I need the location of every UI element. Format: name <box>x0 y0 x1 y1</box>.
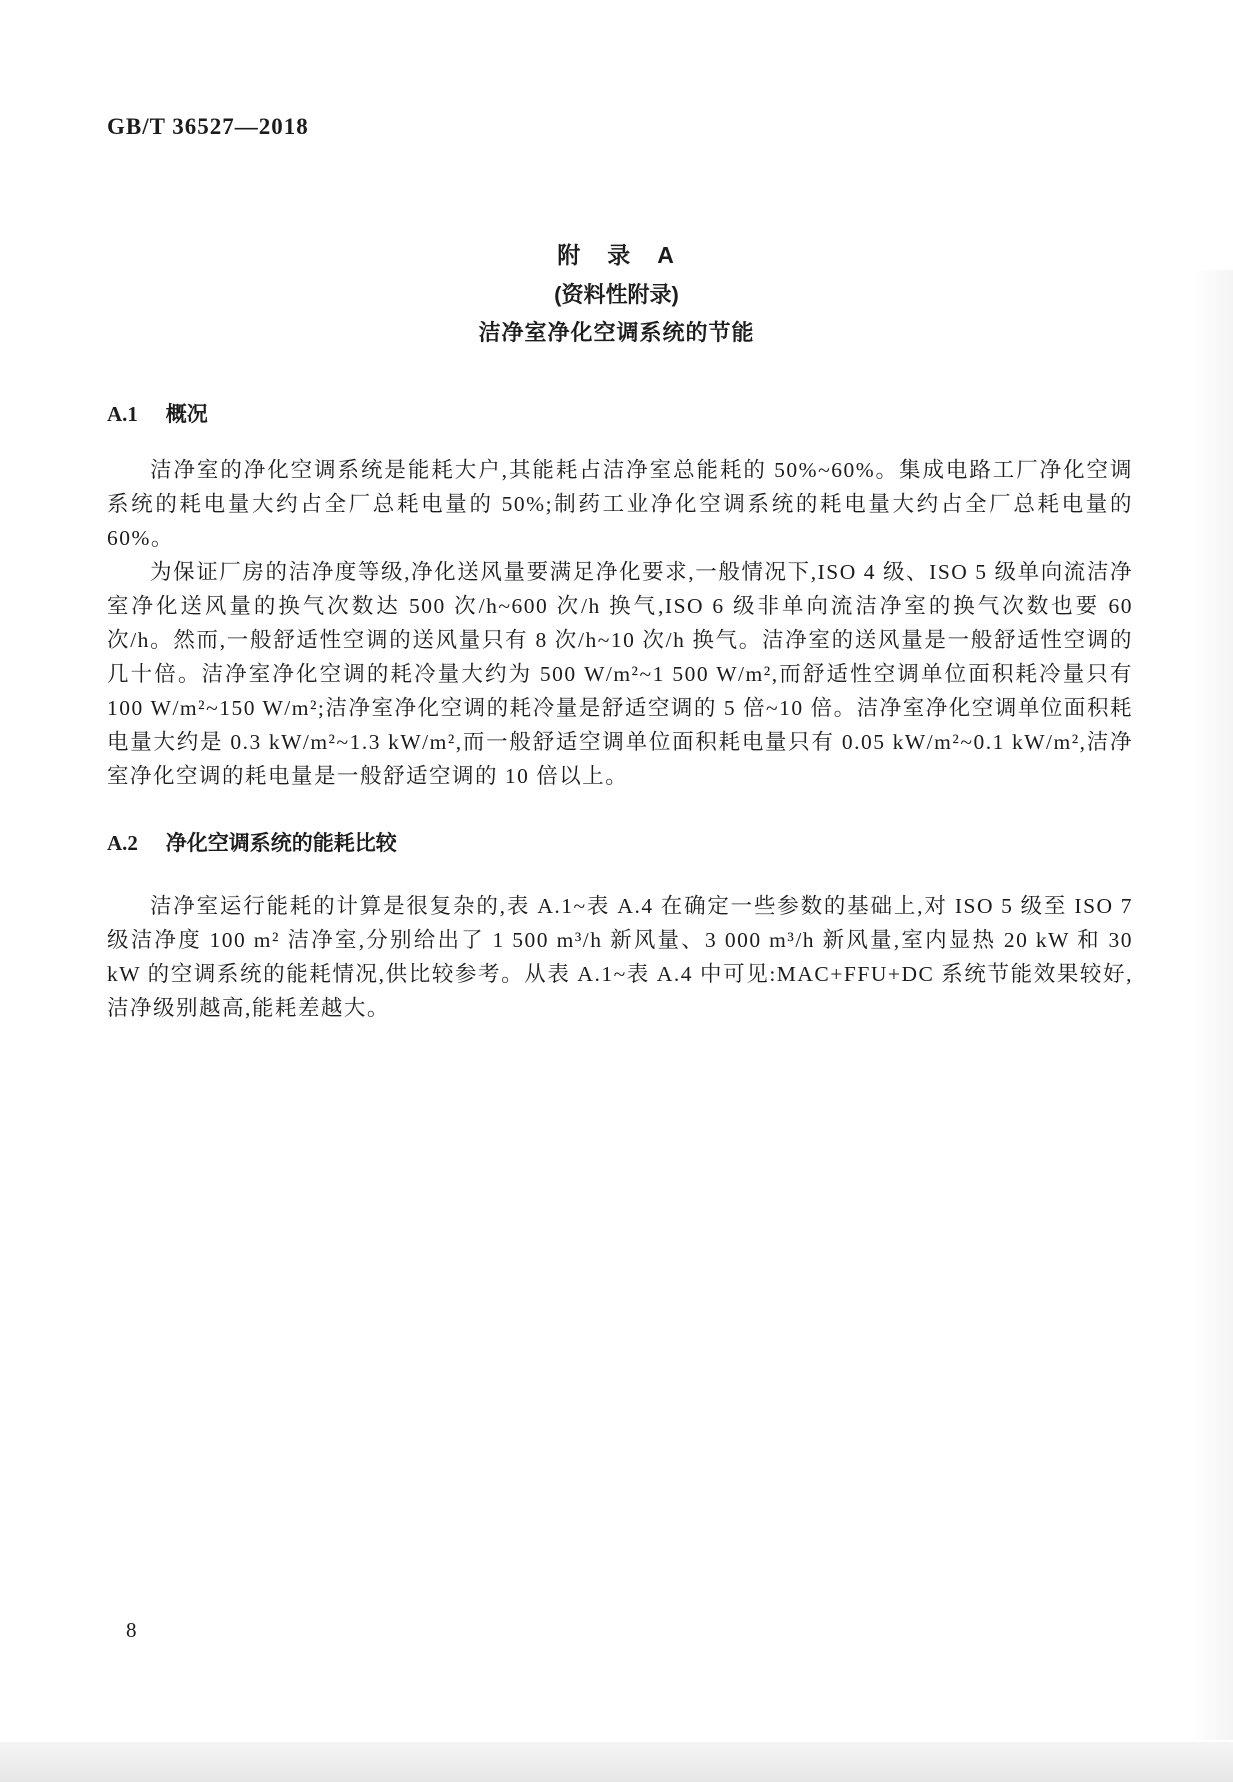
standard-number: GB/T 36527—2018 <box>107 114 309 139</box>
scan-edge-bottom-shadow <box>0 1742 1233 1782</box>
appendix-header <box>0 240 1233 348</box>
paragraph-a1-2: 为保证厂房的洁净度等级,净化送风量要满足净化要求,一般情况下,ISO 4 级、ISO 5 级单向流洁净室净化送风量的换气次数达 500 次/h~600 次/h 换气,ISO 6 级非单向流洁净室的换气次数也要 60 次/h。然而,一般舒适性空调的送风量只有 8 次/h~10 次/h 换气。洁净室的送风量是一般舒适性空调的几十倍。洁净室净化空调的耗冷量大约为 500 W/m²~1 500 W/m²,而舒适性空调单位面积耗冷量只有 100 W/m²~150 W/m²;洁净室净化空调的耗冷量是舒适空调的 5 倍~10 倍。洁净室净化空调单位面积耗电量大约是 0.3 kW/m²~1.3 kW/m²,而一般舒适空调单位面积耗电量只有 0.05 kW/m²~0.1 kW/m²,洁净室净化空调的耗电量是一般舒适空调的 10 倍以上。 <box>107 560 1133 788</box>
scan-edge-right-shadow <box>1191 270 1233 1740</box>
section-a2-number: A.2 <box>107 831 138 855</box>
paragraph-a2-1: 洁净室运行能耗的计算是很复杂的,表 A.1~表 A.4 在确定一些参数的基础上,对 ISO 5 级至 ISO 7 级洁净度 100 m² 洁净室,分别给出了 1 500 m³/h 新风量、3 000 m³/h 新风量,室内显热 20 kW 和 30 kW 的空调系统的能耗情况,供比较参考。从表 A.1~表 A.4 中可见:MAC+FFU+DC 系统节能效果较好,洁净级别越高,能耗差越大。 <box>107 894 1133 1020</box>
section-a1-body <box>107 453 1133 793</box>
section-a2-body <box>107 889 1133 1025</box>
section-a1-number: A.1 <box>107 402 138 426</box>
page-number: 8 <box>126 1618 137 1642</box>
appendix-label: 附 录 A <box>557 242 676 268</box>
section-a2-title: 净化空调系统的能耗比较 <box>165 832 397 855</box>
section-a1-title: 概况 <box>165 403 208 426</box>
appendix-type-note: (资料性附录) <box>554 282 679 307</box>
section-heading-a1 <box>107 401 208 428</box>
section-heading-a2 <box>107 830 397 857</box>
appendix-title: 洁净室净化空调系统的节能 <box>478 320 755 345</box>
paragraph-a1-1: 洁净室的净化空调系统是能耗大户,其能耗占洁净室总能耗的 50%~60%。集成电路工厂净化空调系统的耗电量大约占全厂总耗电量的 50%;制药工业净化空调系统的耗电量大约占全厂总耗电量的 60%。 <box>107 458 1133 550</box>
